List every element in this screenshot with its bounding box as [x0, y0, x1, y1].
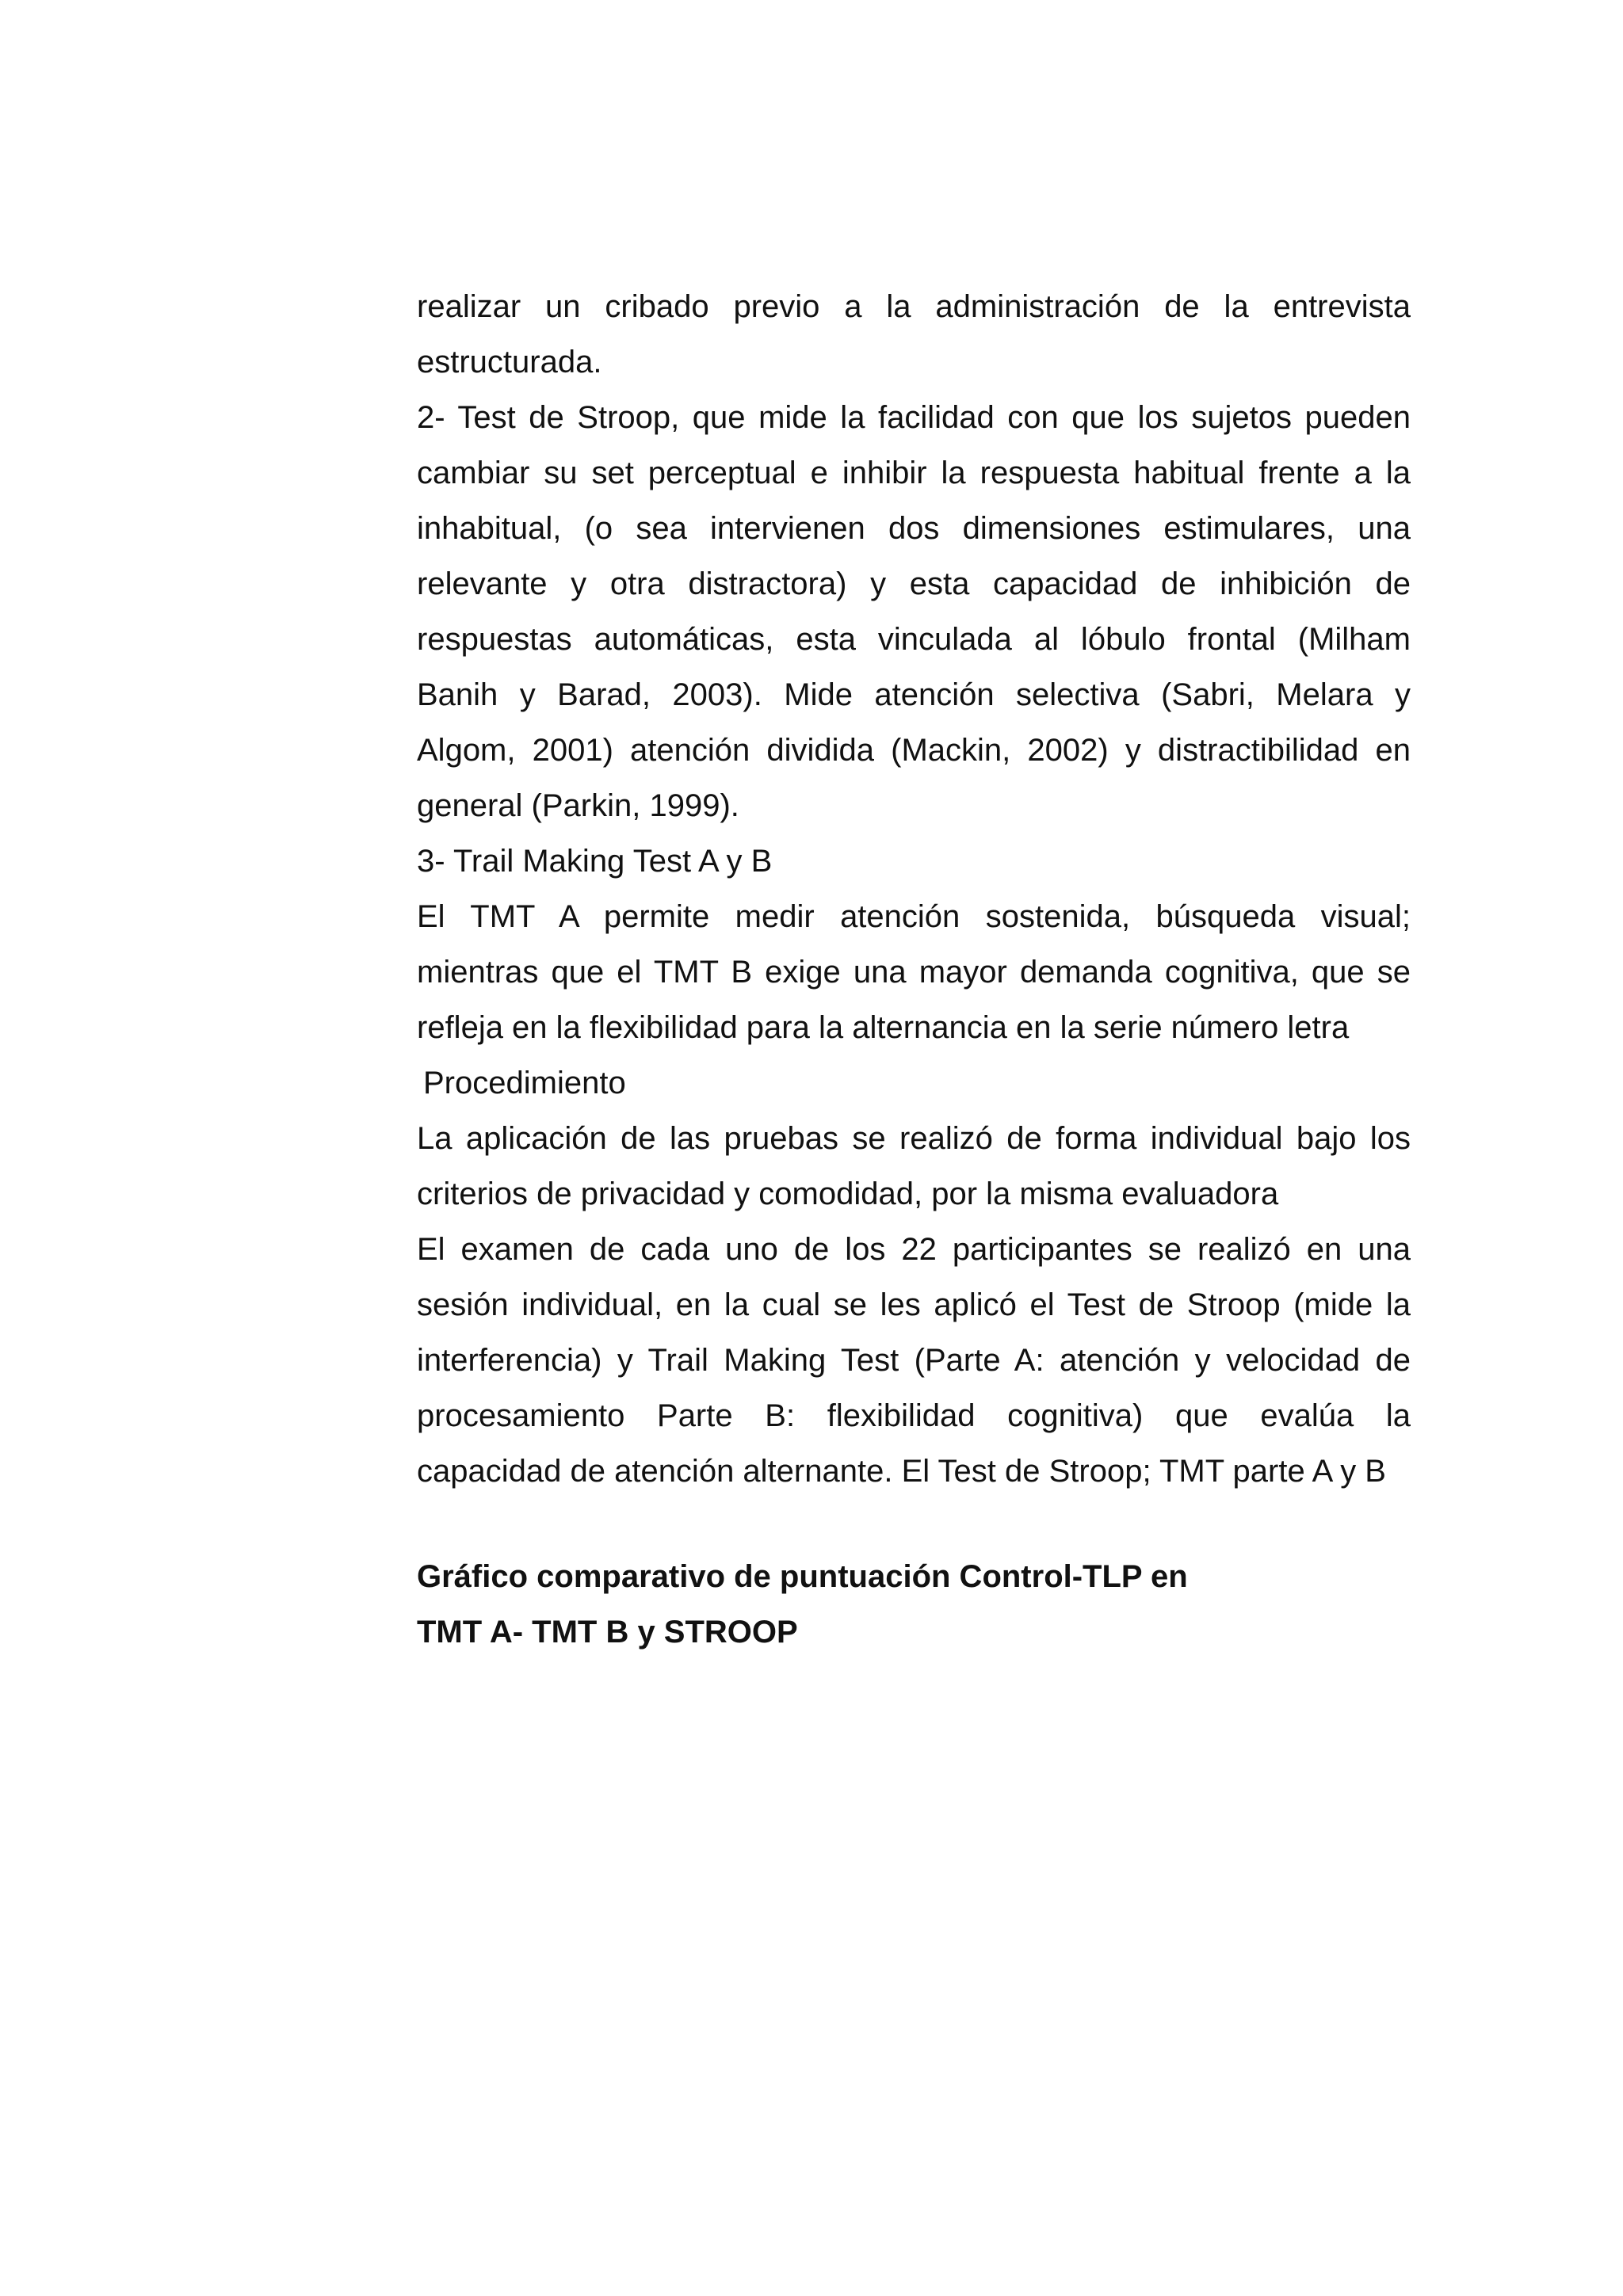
paragraph-line: mientras que el TMT B exige una mayor demanda cognitiva, que se [417, 955, 1411, 990]
paragraph-line: sesión individual, en la cual se les aplicó el Test de Stroop (mide la [417, 1287, 1411, 1322]
paragraph-line: Algom, 2001) atención dividida (Mackin, 2002) y distractibilidad en [417, 733, 1411, 768]
paragraph-line: relevante y otra distractora) y esta capacidad de inhibición de [417, 566, 1411, 601]
chart-heading [417, 1549, 1411, 1660]
paragraph-line: estructurada. [417, 345, 602, 379]
paragraph-line: La aplicación de las pruebas se realizó de forma individual bajo los [417, 1121, 1411, 1156]
heading-line-2: TMT A- TMT B y STROOP [417, 1615, 798, 1650]
body-text [417, 279, 1411, 1499]
paragraph-line: interferencia) y Trail Making Test (Parte A: atención y velocidad de [417, 1343, 1411, 1378]
section-label-procedimiento: Procedimiento [423, 1066, 626, 1100]
paragraph-line: capacidad de atención alternante. El Test de Stroop; TMT parte A y B [417, 1454, 1386, 1489]
paragraph-line: El examen de cada uno de los 22 participantes se realizó en una [417, 1232, 1411, 1267]
paragraph-line: inhabitual, (o sea intervienen dos dimensiones estimulares, una [417, 511, 1411, 546]
paragraph-line: realizar un cribado previo a la administración de la entrevista [417, 289, 1411, 324]
paragraph-line: respuestas automáticas, esta vinculada al lóbulo frontal (Milham [417, 622, 1411, 657]
paragraph-line: general (Parkin, 1999). [417, 788, 739, 823]
paragraph-line: refleja en la flexibilidad para la alternancia en la serie número letra [417, 1010, 1350, 1045]
paragraph-line: procesamiento Parte B: flexibilidad cognitiva) que evalúa la [417, 1398, 1411, 1433]
heading-line-1: Gráfico comparativo de puntuación Control-TLP en [417, 1559, 1188, 1594]
paragraph-line: 3- Trail Making Test A y B [417, 844, 773, 879]
paragraph-line: Banih y Barad, 2003). Mide atención selectiva (Sabri, Melara y [417, 677, 1411, 712]
paragraph-line: criterios de privacidad y comodidad, por la misma evaluadora [417, 1177, 1279, 1211]
paragraph-line: El TMT A permite medir atención sostenida, búsqueda visual; [417, 899, 1411, 934]
paragraph-line: 2- Test de Stroop, que mide la facilidad con que los sujetos pueden [417, 400, 1411, 435]
paragraph-line: cambiar su set perceptual e inhibir la respuesta habitual frente a la [417, 456, 1411, 490]
